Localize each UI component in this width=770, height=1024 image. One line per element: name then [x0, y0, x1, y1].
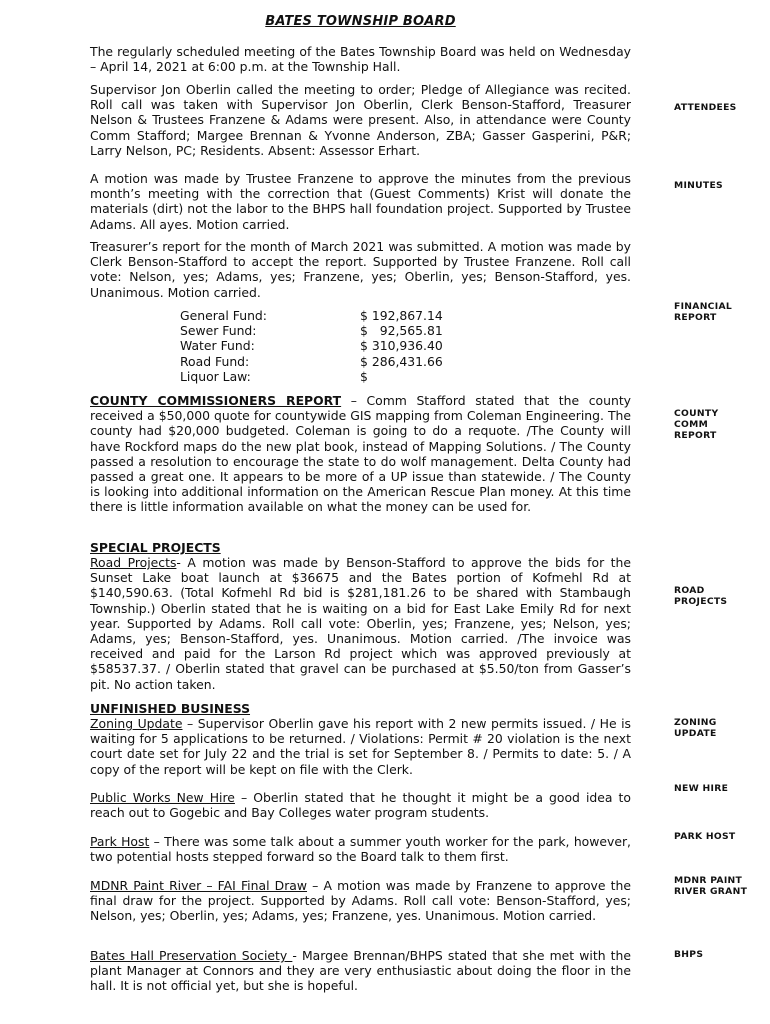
minutes-paragraph: A motion was made by Trustee Franzene to approve the minutes from the previous month’s meeting with the correction that (Guest Comments) Krist will donate the materials (dirt) not the labor to the BHPS hall foundation project. Supported by Trustee Adams. All ayes. Motion carried. — [90, 171, 631, 232]
fund-label: Road Fund: — [180, 353, 250, 369]
mdnr-subheading: MDNR Paint River – FAI Final Draw — [90, 878, 308, 893]
park-host-subheading: Park Host — [90, 834, 150, 849]
fund-table — [180, 308, 500, 384]
side-label-bhps: BHPS — [674, 949, 704, 960]
side-label-financial: FINANCIAL REPORT — [674, 301, 733, 323]
fund-label: Water Fund: — [180, 338, 255, 354]
road-projects-text: - A motion was made by Benson-Stafford to approve the bids for the Sunset Lake boat launch at $36675 and the Bates portion of Kofmehl Rd at $140,590.63. (Total Kofmehl Rd bid is $281,181.26 to be shared with Stambaugh Township.) Oberlin stated that he is waiting on a bid for East Lake Emily Rd for next year. Supported by Adams. Roll call vote: Oberlin, yes; Franzene, yes; Nelson, yes; Adams, yes; Benson-Stafford, yes. Unanimous. Motion carried. /The invoice was received and paid for the Larson Rd project which was approved previously at $58537.37. / Oberlin stated that gravel can be purchased at $5.50/ton from Gasser’s pit. No action taken. — [90, 555, 631, 692]
public-works-text: – Oberlin stated that he thought it might be a good idea to reach out to Gogebic and Bay Colleges water program students. — [90, 790, 631, 821]
fund-row — [180, 354, 500, 369]
zoning-update-paragraph — [90, 716, 631, 777]
fund-row — [180, 338, 500, 353]
fund-row — [180, 308, 500, 323]
attendees-paragraph: Supervisor Jon Oberlin called the meeting to order; Pledge of Allegiance was recited. Roll call was taken with Supervisor Jon Oberlin, Clerk Benson-Stafford, Treasurer Nelson & Trustees Franzene & Adams were present. Also, in attendance were County Comm Stafford; Margee Brennan & Yvonne Anderson, ZBA; Gasser Gasperini, P&R; Larry Nelson, PC; Residents. Absent: Assessor Erhart. — [90, 82, 631, 158]
zoning-update-subheading: Zoning Update — [90, 716, 183, 731]
mdnr-paragraph — [90, 878, 631, 924]
fund-amount: $ 310,936.40 — [360, 338, 443, 354]
park-host-text: – There was some talk about a summer youth worker for the park, however, two potential hosts stepped forward so the Board talk to them first. — [90, 834, 631, 865]
public-works-paragraph — [90, 790, 631, 820]
financial-paragraph: Treasurer’s report for the month of March 2021 was submitted. A motion was made by Clerk Benson-Stafford to accept the report. Supported by Trustee Franzene. Roll call vote: Nelson, yes; Adams, yes; Franzene, yes; Oberlin, yes; Benson-Stafford, yes. Unanimous. Motion carried. — [90, 239, 631, 300]
side-label-mdnr: MDNR PAINT RIVER GRANT — [674, 875, 748, 897]
side-label-attendees: ATTENDEES — [674, 102, 737, 113]
fund-label: Sewer Fund: — [180, 323, 257, 339]
fund-amount: $ 286,431.66 — [360, 353, 443, 369]
county-report-paragraph — [90, 393, 631, 515]
side-label-newhire: NEW HIRE — [674, 783, 729, 794]
bhps-subheading: Bates Hall Preservation Society — [90, 948, 293, 963]
county-report-heading: COUNTY COMMISSIONERS REPORT — [90, 393, 342, 408]
bhps-text: - Margee Brennan/BHPS stated that she met with the plant Manager at Connors and they are very enthusiastic about doing the floor in the hall. It is not official yet, but she is hopeful. — [90, 948, 631, 994]
special-projects-heading: SPECIAL PROJECTS — [90, 540, 221, 555]
unfinished-business-heading-line — [90, 701, 631, 716]
fund-row — [180, 323, 500, 338]
side-label-minutes: MINUTES — [674, 180, 723, 191]
special-projects-heading-line — [90, 540, 631, 555]
side-label-parkhost: PARK HOST — [674, 831, 736, 842]
side-label-road: ROAD PROJECTS — [674, 585, 728, 607]
unfinished-business-heading: UNFINISHED BUSINESS — [90, 701, 251, 716]
fund-label: Liquor Law: — [180, 368, 251, 384]
bhps-paragraph — [90, 948, 631, 994]
zoning-update-text: – Supervisor Oberlin gave his report with 2 new permits issued. / He is waiting for 5 applications to be returned. / Violations: Permit # 20 violation is the next court date set for July 22 and the trial is set for September 8. / Permits to date: 5. / A copy of the report will be kept on file with the Clerk. — [90, 716, 631, 777]
fund-row — [180, 369, 500, 384]
side-label-zoning: ZONING UPDATE — [674, 717, 717, 739]
fund-amount: $ 92,565.81 — [360, 323, 443, 339]
road-projects-paragraph — [90, 555, 631, 692]
public-works-subheading: Public Works New Hire — [90, 790, 235, 805]
side-label-county: COUNTY COMM REPORT — [674, 408, 719, 441]
park-host-paragraph — [90, 834, 631, 864]
mdnr-text: – A motion was made by Franzene to approve the final draw for the project. Supported by Adams. Roll call vote: Benson-Stafford, yes; Nelson, yes; Oberlin, yes; Adams, yes; Franzene, yes. Unanimous. Motion carried. — [90, 878, 631, 924]
meeting-intro-paragraph: The regularly scheduled meeting of the Bates Township Board was held on Wednesday – April 14, 2021 at 6:00 p.m. at the Township Hall. — [90, 44, 631, 75]
county-report-text: – Comm Stafford stated that the county received a $50,000 quote for countywide GIS mapping from Coleman Engineering. The county had $20,000 budgeted. Coleman is going to do a requote. /The County will have Rockford maps do the new plat book, instead of Mapping Solutions. / The County passed a resolution to encourage the state to do wolf management. Delta County had passed a great one. It appears to be more of a UP issue than statewide. / The County is looking into additional information on the American Rescue Plan money. At this time there is little information available on what the money can be used for. — [90, 393, 632, 515]
document-title: BATES TOWNSHIP BOARD — [265, 14, 456, 29]
fund-amount: $ 192,867.14 — [360, 308, 443, 323]
road-projects-subheading: Road Projects — [90, 555, 177, 570]
fund-label: General Fund: — [180, 308, 267, 323]
fund-amount: $ — [360, 368, 368, 384]
